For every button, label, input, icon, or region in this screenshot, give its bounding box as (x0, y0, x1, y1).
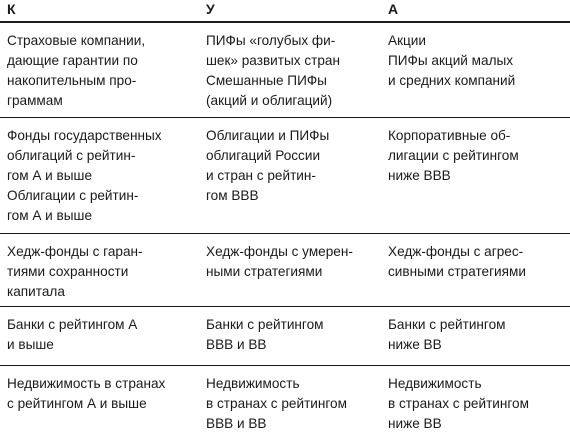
table-cell: Фонды государственных облигаций с рейтин- гом А и выше Облигации с рейтин- гом А и выше (0, 117, 199, 233)
table-cell: Облигации и ПИФы облигаций России и стран с рейтин- гом BBB (199, 117, 381, 233)
table-row (0, 365, 570, 435)
header-row (0, 0, 570, 22)
table-cell: Недвижимость в странах с рейтингом ниже BB (388, 375, 529, 431)
column-header-a: А (381, 0, 570, 22)
table-cell: Хедж-фонды с гаран- тиями сохранности капитала (0, 233, 199, 306)
table-cell: Страховые компании, дающие гарантии по накопительным про- граммам (0, 22, 199, 117)
table-cell: Недвижимость в странах с рейтингом А и выше (7, 375, 166, 411)
table-cell: Недвижимость в странах с рейтингом BBB и BB (206, 375, 347, 431)
table-cell: Акции ПИФы акций малых и средних компаний (381, 22, 570, 117)
table-cell: ПИФы «голубых фи- шек» развитых стран Смешанные ПИФы (акций и облигаций) (199, 22, 381, 117)
table-cell: Хедж-фонды с умерен- ными стратегиями (199, 233, 381, 306)
column-header-k: К (0, 0, 199, 22)
table-row (0, 306, 570, 365)
table-cell: Хедж-фонды с агрес- сивными стратегиями (381, 233, 570, 306)
table-row (0, 22, 570, 117)
table-cell: Банки с рейтингом А и выше (0, 306, 199, 365)
table-cell: Корпоративные об- лигации с рейтингом ниже BBB (381, 117, 570, 233)
table-row (0, 233, 570, 306)
table-cell: Банки с рейтингом ниже BB (381, 306, 570, 365)
table-cell: Банки с рейтингом BBB и BB (199, 306, 381, 365)
column-header-u: У (199, 0, 381, 22)
table-row (0, 117, 570, 233)
